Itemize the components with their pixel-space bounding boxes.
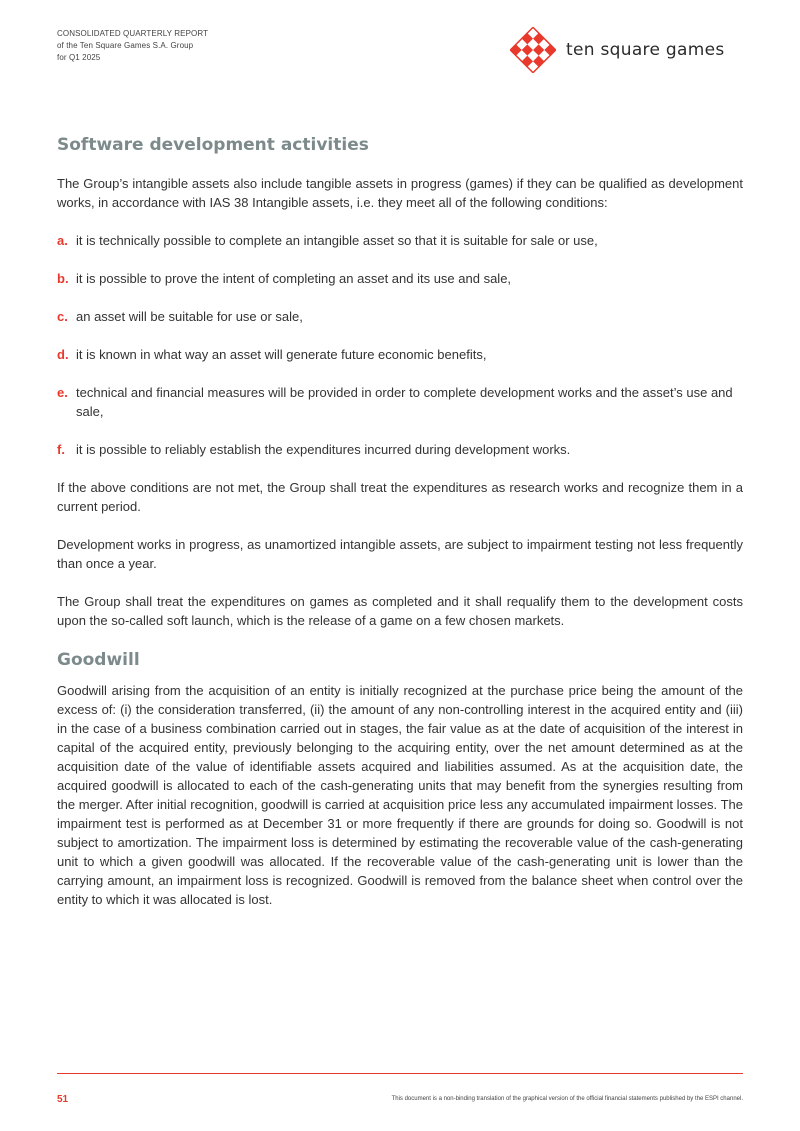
report-header [57,28,208,64]
condition-item [57,269,743,288]
section-title-goodwill: Goodwill [57,650,140,670]
condition-text: an asset will be suitable for use or sale, [76,309,303,324]
condition-item [57,345,743,364]
goodwill-paragraph: Goodwill arising from the acquisition of an entity is initially recognized at the purchase price being the amount of the excess of: (i) the consideration transferred, (ii) the amount of any non-controlling interest in the acquired entity and (iii) in the case of a business combination carried out in stages, the fair value as at the date of acquisition of the interest in capital of the acquired entity, previously belonging to the acquiring entity, over the net amount determined as at the acquisition date of the value of identifiable assets acquired and liabilities assumed. As at the acquisition date, the acquired goodwill is allocated to each of the cash-generating units that may benefit from the synergies resulting from the merger. After initial recognition, goodwill is carried at acquisition price less any accumulated impairment losses. The impairment test is performed as at December 31 or more frequently if there are grounds for doing so. Goodwill is not subject to amortization. The impairment loss is determined by estimating the recoverable value of the cash-generating unit to which a given goodwill was allocated. If the recoverable value of the cash-generating unit is lower than the carrying amount, an impairment loss is recognized. Goodwill is removed from the balance sheet when control over the entity to which it was allocated is lost. [57,683,743,907]
condition-letter: f. [57,442,65,457]
condition-text: it is possible to reliably establish the expenditures incurred during development works. [76,442,571,457]
condition-item [57,383,743,421]
report-title: CONSOLIDATED QUARTERLY REPORT [57,29,209,38]
condition-letter: e. [57,385,68,400]
condition-text: it is known in what way an asset will generate future economic benefits, [76,347,487,362]
condition-text: technical and financial measures will be provided in order to complete development works and the asset’s use and sale, [76,385,733,419]
company-logo [510,26,725,74]
condition-letter: c. [57,309,68,324]
condition-item [57,231,743,250]
page-content [57,120,743,909]
condition-text: it is possible to prove the intent of completing an asset and its use and sale, [76,271,512,286]
logo-icon [510,27,556,73]
condition-item [57,440,743,459]
condition-letter: d. [57,347,69,362]
paragraph-soft-launch: The Group shall treat the expenditures on games as completed and it shall requalify them to the development costs upon the so-called soft launch, which is the release of a game on a few chosen markets. [57,594,743,628]
page-number: 51 [57,1094,69,1105]
condition-text: it is technically possible to complete an intangible asset so that it is suitable for sale or use, [76,233,598,248]
footer-divider [57,1073,743,1074]
report-period: for Q1 2025 [57,53,101,62]
section-title-software-development: Software development activities [57,135,369,155]
report-company: of the Ten Square Games S.A. Group [57,41,194,50]
paragraph-impairment-testing: Development works in progress, as unamortized intangible assets, are subject to impairment testing not less frequently than once a year. [57,537,743,571]
condition-letter: b. [57,271,69,286]
intro-paragraph: The Group’s intangible assets also include tangible assets in progress (games) if they can be qualified as development works, in accordance with IAS 38 Intangible assets, i.e. they meet all of the following conditions: [57,176,743,210]
condition-item [57,307,743,326]
paragraph-research-works: If the above conditions are not met, the Group shall treat the expenditures as research works and recognize them in a current period. [57,480,743,514]
condition-letter: a. [57,233,68,248]
logo-text: ten square games [566,40,725,60]
footer-disclaimer: This document is a non-binding translation of the graphical version of the official financial statements published by the ESPI channel. [391,1096,743,1102]
